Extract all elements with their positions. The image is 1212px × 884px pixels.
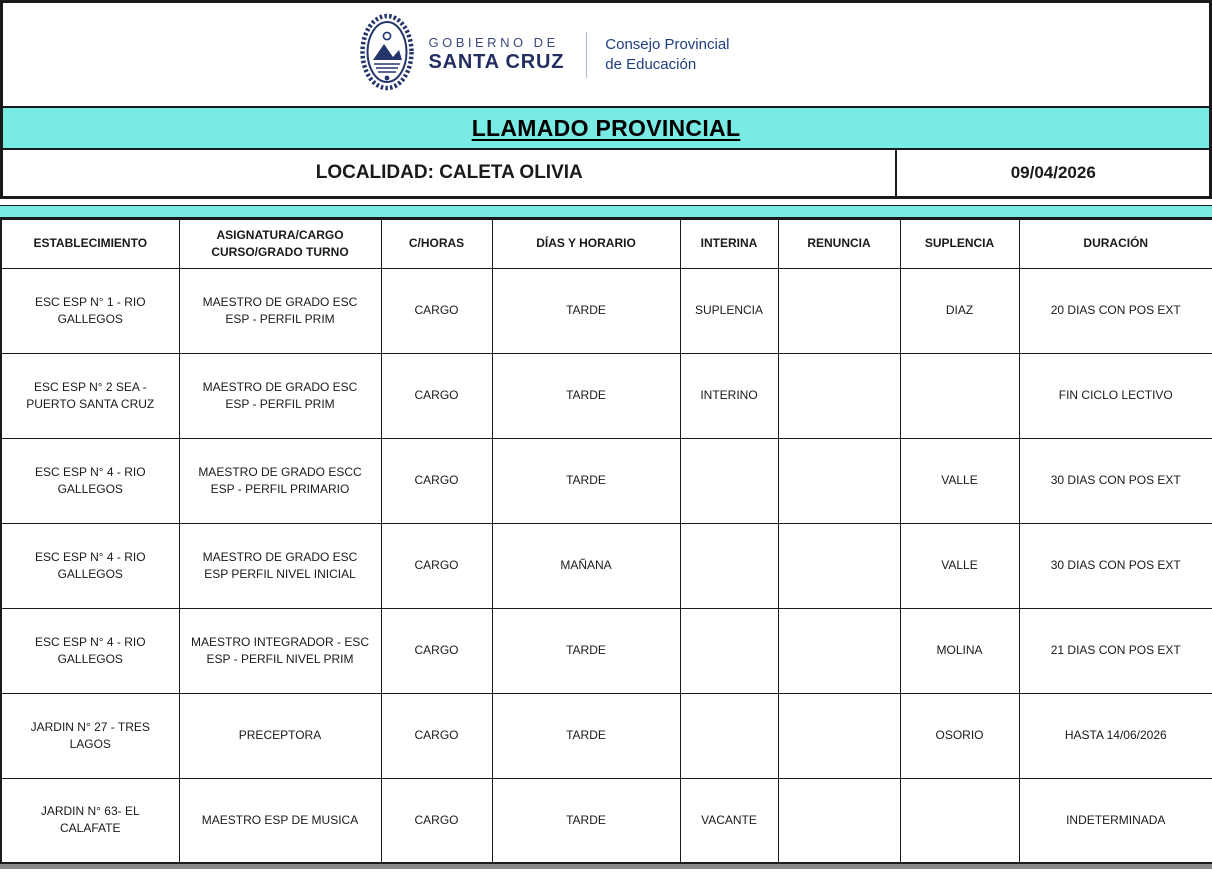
table-cell: HASTA 14/06/2026: [1019, 693, 1212, 778]
table-cell: JARDIN N° 63- EL CALAFATE: [1, 778, 179, 863]
table-row: [1, 438, 1212, 523]
table-cell: MAESTRO INTEGRADOR - ESC ESP - PERFIL NIVEL PRIM: [179, 608, 381, 693]
table-cell: TARDE: [492, 268, 680, 353]
table-cell: CARGO: [381, 268, 492, 353]
table-cell: [778, 353, 900, 438]
table-row: [1, 693, 1212, 778]
table-cell: ESC ESP N° 4 - RIO GALLEGOS: [1, 608, 179, 693]
col-header-asignatura-cargo: ASIGNATURA/CARGO CURSO/GRADO TURNO: [179, 219, 381, 268]
table-cell: [778, 268, 900, 353]
table-cell: ESC ESP N° 1 - RIO GALLEGOS: [1, 268, 179, 353]
table-cell: ESC ESP N° 4 - RIO GALLEGOS: [1, 523, 179, 608]
table-cell: INDETERMINADA: [1019, 778, 1212, 863]
table-cell: MAESTRO DE GRADO ESC ESP - PERFIL PRIM: [179, 353, 381, 438]
table-cell: TARDE: [492, 438, 680, 523]
table-cell: TARDE: [492, 693, 680, 778]
table-cell: CARGO: [381, 778, 492, 863]
table-cell: JARDIN N° 27 - TRES LAGOS: [1, 693, 179, 778]
table-cell: MAESTRO DE GRADO ESC ESP - PERFIL PRIM: [179, 268, 381, 353]
table-row: [1, 523, 1212, 608]
col-header-interina: INTERINA: [680, 219, 778, 268]
table-cell: 30 DIAS CON POS EXT: [1019, 523, 1212, 608]
table-cell: MAESTRO DE GRADO ESC ESP PERFIL NIVEL INICIAL: [179, 523, 381, 608]
brand-divider: [586, 32, 587, 78]
santa-cruz-coat-of-arms-icon: [359, 12, 415, 97]
table-cell: TARDE: [492, 778, 680, 863]
table-cell: TARDE: [492, 608, 680, 693]
table-cell: [900, 778, 1019, 863]
table-cell: [680, 608, 778, 693]
table-cell: [900, 353, 1019, 438]
table-cell: [680, 693, 778, 778]
council-line1: Consejo Provincial: [605, 36, 730, 53]
date-label: 09/04/2026: [1010, 163, 1096, 182]
cyan-stripe: [0, 205, 1212, 218]
government-line2: SANTA CRUZ: [428, 51, 565, 73]
table-cell: FIN CICLO LECTIVO: [1019, 353, 1212, 438]
table-cell: VALLE: [900, 523, 1019, 608]
table-cell: [680, 523, 778, 608]
table-cell: [778, 608, 900, 693]
location-label: LOCALIDAD: CALETA OLIVIA: [3, 150, 897, 196]
table-cell: 20 DIAS CON POS EXT: [1019, 268, 1212, 353]
council-line2: de Educación: [605, 55, 697, 73]
table-cell: [778, 523, 900, 608]
table-cell: PRECEPTORA: [179, 693, 381, 778]
table-cell: 21 DIAS CON POS EXT: [1019, 608, 1212, 693]
title-banner: [0, 108, 1212, 150]
table-cell: MAESTRO DE GRADO ESCC ESP - PERFIL PRIMARIO: [179, 438, 381, 523]
table-header-row: [1, 219, 1212, 268]
government-wordmark: [429, 35, 565, 74]
table-cell: CARGO: [381, 608, 492, 693]
header: [0, 0, 1212, 108]
table-cell: [778, 778, 900, 863]
col-header-duracion: DURACIÓN: [1019, 219, 1212, 268]
col-header-establecimiento: ESTABLECIMIENTO: [1, 219, 179, 268]
table-cell: CARGO: [381, 353, 492, 438]
table-cell: [778, 693, 900, 778]
table-cell: TARDE: [492, 353, 680, 438]
col-header-dias-y-horario: DÍAS Y HORARIO: [492, 219, 680, 268]
table-cell: VACANTE: [680, 778, 778, 863]
table-cell: DIAZ: [900, 268, 1019, 353]
council-wordmark: [605, 35, 729, 74]
table-cell: 30 DIAS CON POS EXT: [1019, 438, 1212, 523]
location-bar: [0, 150, 1212, 199]
col-header-suplencia: SUPLENCIA: [900, 219, 1019, 268]
government-line1: GOBIERNO DE: [428, 35, 559, 50]
table-bottom-shadow: [0, 864, 1212, 869]
table-row: [1, 608, 1212, 693]
table-cell: MOLINA: [900, 608, 1019, 693]
table-cell: CARGO: [381, 523, 492, 608]
table-row: [1, 353, 1212, 438]
table-cell: MAÑANA: [492, 523, 680, 608]
table-cell: ESC ESP N° 4 - RIO GALLEGOS: [1, 438, 179, 523]
table-cell: ESC ESP N° 2 SEA - PUERTO SANTA CRUZ: [1, 353, 179, 438]
table-cell: MAESTRO ESP DE MUSICA: [179, 778, 381, 863]
table-cell: [680, 438, 778, 523]
table-cell: VALLE: [900, 438, 1019, 523]
table-row: [1, 268, 1212, 353]
table-cell: [778, 438, 900, 523]
table-cell: CARGO: [381, 693, 492, 778]
col-header-c-horas: C/HORAS: [381, 219, 492, 268]
table-cell: INTERINO: [680, 353, 778, 438]
page-title: LLAMADO PROVINCIAL: [471, 114, 741, 141]
vacancies-table: [0, 218, 1212, 864]
brand-group: [359, 12, 730, 97]
table-cell: CARGO: [381, 438, 492, 523]
table-cell: SUPLENCIA: [680, 268, 778, 353]
table-cell: OSORIO: [900, 693, 1019, 778]
table-row: [1, 778, 1212, 863]
col-header-renuncia: RENUNCIA: [778, 219, 900, 268]
